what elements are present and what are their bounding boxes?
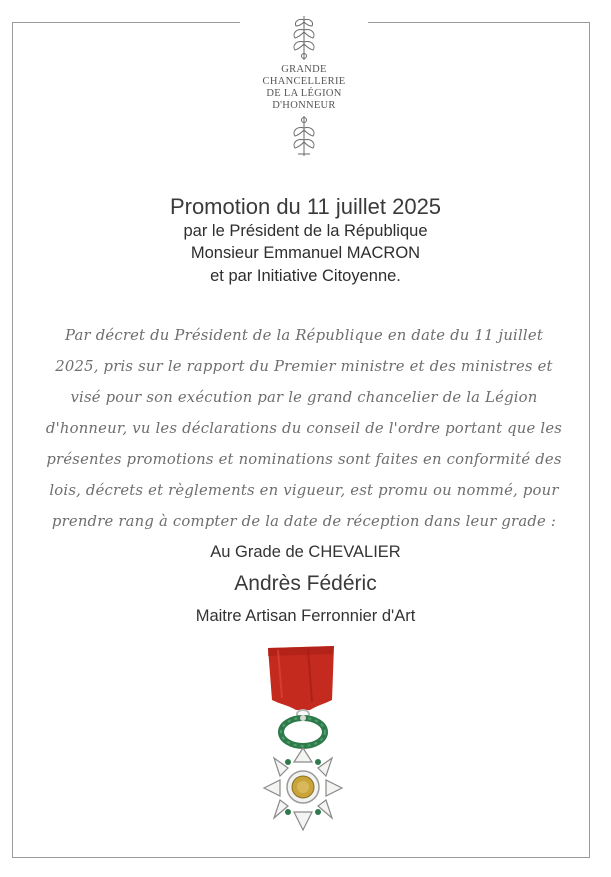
grade-line: Au Grade de CHEVALIER (210, 543, 401, 561)
recipient-profession: Maitre Artisan Ferronnier d'Art (195, 607, 416, 625)
emblem-line: DE LA LÉGION (266, 88, 342, 99)
president-name: Monsieur Emmanuel MACRON (190, 244, 421, 262)
promotion-title: Promotion du 11 juillet 2025 (169, 194, 442, 219)
decree-text: Par décret du Président de la République en date du 11 juillet 2025, pris sur le rapport du Premier ministre et des ministres et visé pour son exécution par le grand chancelier de la Légion d'honneur, vu les déclarations du conseil de l'ordre portant que les présentes promotions et nominations sont faites en conformité des lois, décrets et règlements en vigueur, est promu ou nommé, pour prendre rang à compter de la date de réception dans leur grade : (45, 327, 563, 530)
recipient-name: Andrès Fédéric (234, 572, 377, 595)
laurel-ornament-top-icon (284, 12, 324, 62)
emblem-line: CHANCELLERIE (262, 76, 346, 87)
initiative-line: et par Initiative Citoyenne. (210, 267, 401, 285)
legion-honneur-medal-icon (248, 640, 358, 836)
emblem-line: D'HONNEUR (272, 100, 336, 111)
emblem-line: GRANDE (281, 64, 327, 75)
emblem-title (244, 64, 364, 112)
laurel-ornament-bottom-icon (284, 114, 324, 160)
promotion-authority: par le Président de la République (183, 222, 428, 240)
grande-chancellerie-emblem (244, 12, 364, 170)
